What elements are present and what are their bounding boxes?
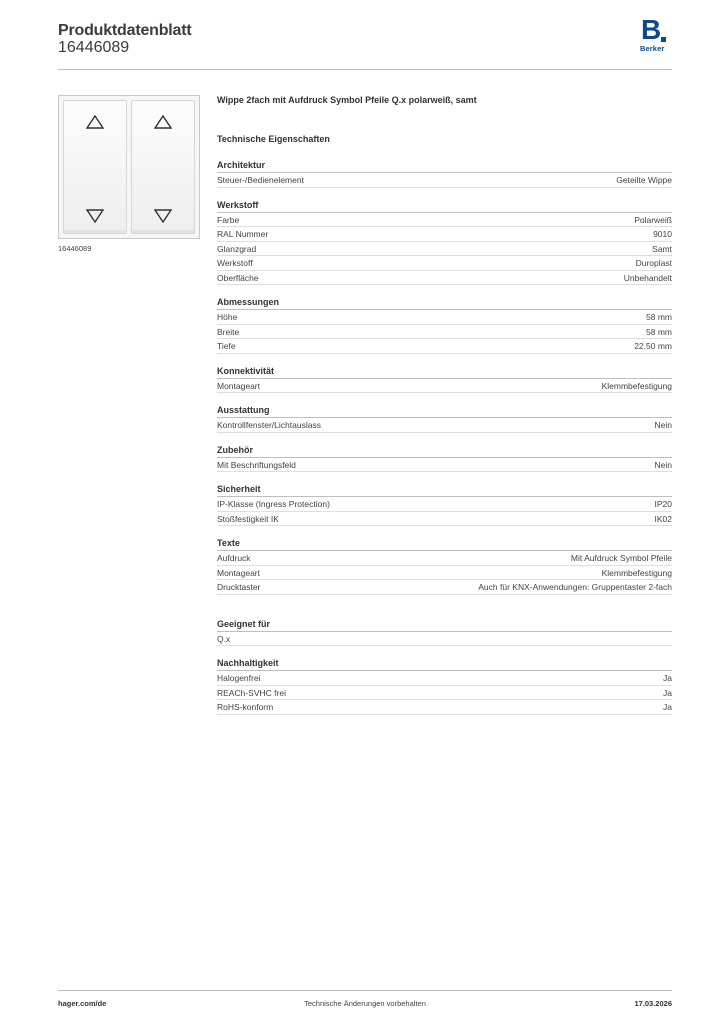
arrow-up-icon [154, 115, 172, 129]
property-label: Farbe [217, 214, 240, 225]
property-label: REACh-SVHC frei [217, 687, 286, 698]
property-label: Tiefe [217, 341, 236, 351]
footer-website: hager.com/de [58, 999, 107, 1008]
property-row [217, 418, 672, 433]
logo-dot [661, 37, 666, 42]
property-row [217, 671, 672, 686]
property-label: Höhe [217, 312, 238, 322]
property-label: Werkstoff [217, 258, 253, 268]
property-row [217, 497, 672, 512]
property-row [217, 566, 672, 581]
property-value: Mit Aufdruck Symbol Pfeile [570, 553, 672, 563]
property-row [217, 512, 672, 527]
property-label: IP-Klasse (Ingress Protection) [217, 499, 330, 509]
property-row [217, 551, 672, 566]
property-label: Aufdruck [217, 553, 251, 563]
arrow-up-icon [86, 115, 104, 129]
property-label: Breite [217, 326, 240, 337]
property-value: IK02 [654, 513, 672, 524]
property-value: Geteilte Wippe [616, 175, 672, 185]
property-label: Mit Beschriftungsfeld [217, 459, 296, 470]
property-row [217, 256, 672, 271]
property-group [217, 295, 672, 354]
logo-wordmark: Berker [640, 44, 665, 53]
property-label: Q.x [217, 633, 231, 644]
arrow-down-icon [154, 209, 172, 223]
property-value: 58 mm [646, 326, 672, 337]
property-row [217, 700, 672, 715]
property-groups [217, 158, 672, 715]
group-title: Werkstoff [217, 198, 672, 213]
property-group [217, 158, 672, 188]
rocker-right [131, 100, 195, 234]
property-value: Duroplast [635, 258, 672, 268]
property-row [217, 310, 672, 325]
property-value: Ja [663, 673, 672, 683]
arrow-down-icon [86, 209, 104, 223]
group-title: Nachhaltigkeit [217, 656, 672, 671]
property-label: Steuer-/Bedienelement [217, 175, 304, 185]
property-label: Drucktaster [217, 582, 261, 592]
property-value: Nein [654, 420, 672, 430]
group-title: Sicherheit [217, 482, 672, 497]
product-title: Wippe 2fach mit Aufdruck Symbol Pfeile Q.x polarweiß, samt [217, 95, 477, 105]
property-row [217, 173, 672, 188]
footer-disclaimer: Technische Änderungen vorbehalten [304, 999, 426, 1008]
property-value: Samt [652, 243, 672, 254]
property-label: Oberfläche [217, 272, 259, 283]
group-title: Zubehör [217, 443, 672, 458]
property-row [217, 339, 672, 354]
property-value: Ja [663, 702, 672, 712]
document-number: 16446089 [58, 39, 130, 56]
property-label: Montageart [217, 380, 260, 391]
page-header [58, 14, 672, 70]
group-title: Ausstattung [217, 403, 672, 418]
property-value: Polarweiß [634, 214, 672, 225]
property-value: 22,50 mm [634, 341, 672, 351]
group-title: Texte [217, 536, 672, 551]
property-label: Glanzgrad [217, 243, 257, 254]
property-row [217, 580, 672, 595]
property-label: RoHS-konform [217, 702, 274, 712]
property-row [217, 227, 672, 242]
rocker-left [63, 100, 127, 234]
property-row [217, 632, 672, 647]
property-row [217, 379, 672, 394]
property-label: Montageart [217, 567, 260, 578]
property-value: Auch für KNX-Anwendungen: Gruppentaster 2-fach [478, 582, 672, 592]
berker-logo [640, 14, 672, 56]
footer-date: 17.03.2026 [634, 999, 672, 1008]
property-label: Stoßfestigkeit IK [217, 513, 279, 524]
property-group [217, 656, 672, 715]
property-group [217, 364, 672, 394]
property-label: Kontrollfenster/Lichtauslass [217, 420, 321, 430]
group-title: Abmessungen [217, 295, 672, 310]
group-title: Geeignet für [217, 617, 672, 632]
property-row [217, 458, 672, 473]
property-group [217, 482, 672, 526]
property-row [217, 686, 672, 701]
page-footer [58, 990, 672, 1014]
group-title: Architektur [217, 158, 672, 173]
property-row [217, 242, 672, 257]
property-value: 58 mm [646, 312, 672, 322]
property-group [217, 403, 672, 433]
product-details [217, 95, 672, 715]
property-group [217, 536, 672, 595]
logo-letter: B [641, 14, 662, 45]
property-row [217, 213, 672, 228]
property-group [217, 443, 672, 473]
property-row [217, 325, 672, 340]
property-label: Halogenfrei [217, 673, 261, 683]
property-value: IP20 [654, 499, 672, 509]
property-value: Unbehandelt [623, 272, 672, 283]
property-label: RAL Nummer [217, 229, 269, 239]
product-image [58, 95, 200, 239]
property-value: Klemmbefestigung [601, 567, 672, 578]
property-value: Klemmbefestigung [601, 380, 672, 391]
property-value: Ja [663, 687, 672, 698]
property-group [217, 617, 672, 647]
image-caption: 16446089 [58, 244, 92, 253]
property-value: Nein [654, 459, 672, 470]
section-heading: Technische Eigenschaften [217, 134, 330, 144]
property-row [217, 271, 672, 286]
property-group [217, 198, 672, 286]
group-title: Konnektivität [217, 364, 672, 379]
document-title: Produktdatenblatt [58, 22, 192, 39]
property-value: 9010 [653, 229, 672, 239]
